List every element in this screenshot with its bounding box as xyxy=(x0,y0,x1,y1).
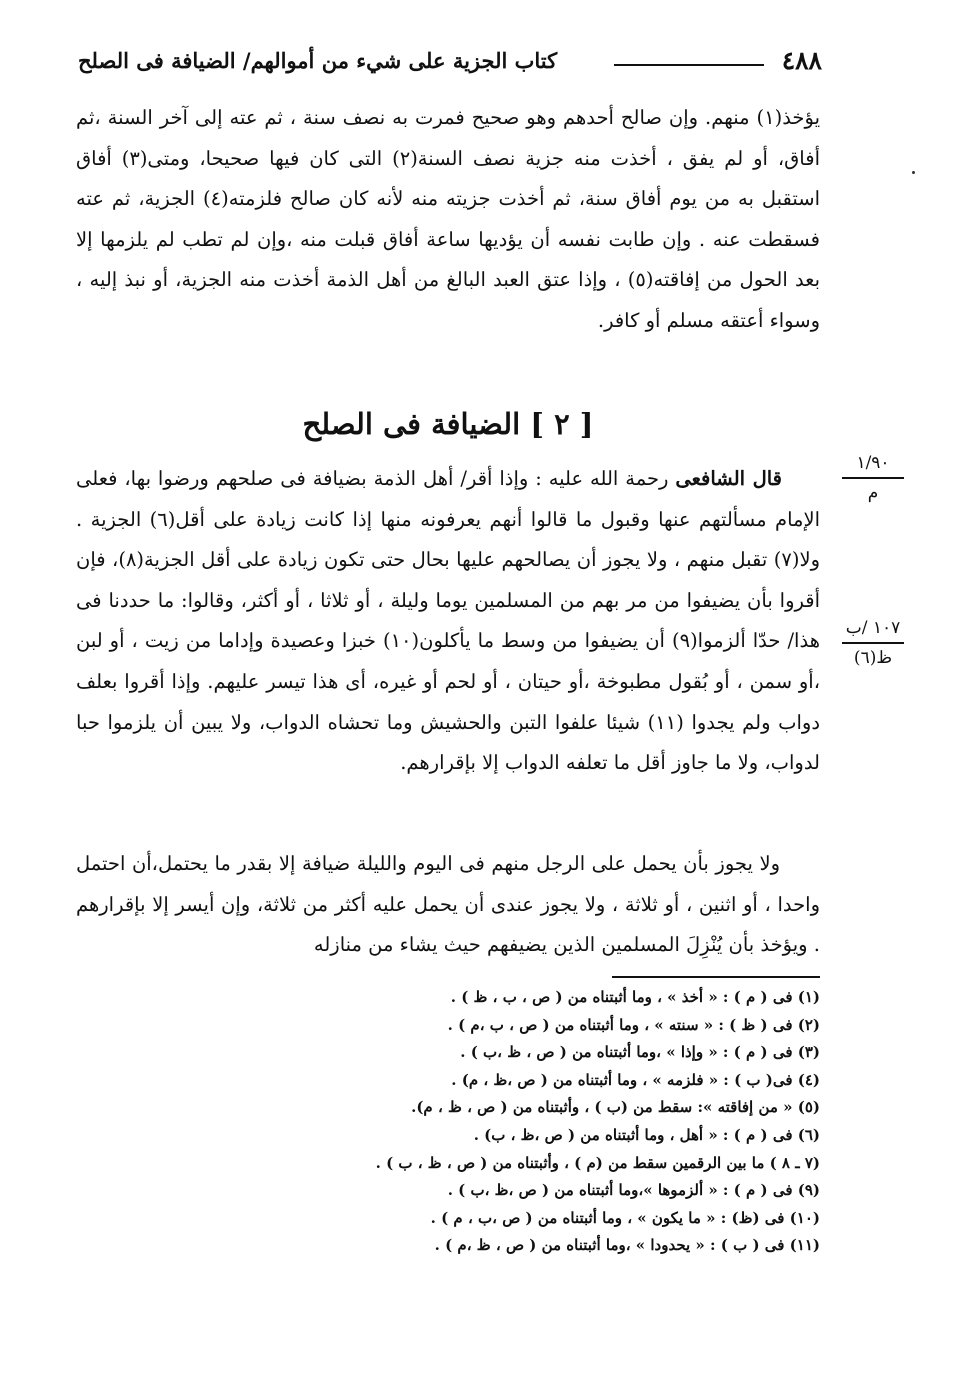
running-title: كتاب الجزية على شيء من أموالهم/ الضيافة فى الصلح xyxy=(78,48,558,73)
margin-note-2-bottom: ظ(٦) xyxy=(853,647,893,668)
page-number: ٤٨٨ xyxy=(781,46,822,75)
section-heading: [ ٢ ] الضيافة فى الصلح xyxy=(302,407,594,441)
paragraph-2 xyxy=(76,459,820,784)
footnote-item: (١) فى ( م ) : « أخذ » ، وما أثبتناه من ( ص ، ب ، ظ ) . xyxy=(450,988,820,1006)
footnote-item: (٣) فى ( م ) : « وإذا » ،وما أثبتناه من ( ص ، ظ ،ب ) . xyxy=(460,1043,820,1062)
paragraph-2-body xyxy=(76,459,820,784)
footnote-item: (١٠) فى (ظ) : « ما يكون » ، وما أثبتناه من ( ص ،ب ، م ) . xyxy=(430,1208,820,1227)
margin-note-2 xyxy=(838,617,908,669)
footnote-item: (٥) « من إفاقته »: سقط من (ب ) ، وأثبتناه من ( ص ، ظ ، م). xyxy=(411,1098,820,1117)
margin-note-2-top: ١٠٧ /ب xyxy=(845,618,901,638)
footnotes-list xyxy=(260,984,820,1260)
footnote-item: (٩) فى ( م ) : « ألزموها »،وما أثبتناه من ( ص ،ظ ،ب ) . xyxy=(447,1181,820,1200)
margin-note-1-top: ١/٩٠ xyxy=(856,453,890,473)
paragraph-3: ولا يجوز بأن يحمل على الرجل منهم فى اليوم والليلة ضيافة إلا بقدر ما يحتمل،أن احتمل واحدا ، أو اثنين ، أو ثلاثة ، ولا يجوز عندى أن يحمل عليه أكثر من ثلاثة، وإن أيسر إلا بإقرارهم . ويؤخذ بأن يُنْزِلَ المسلمين الذين يضيفهم حيث يشاء من منازله xyxy=(76,852,820,957)
header-rule xyxy=(614,64,764,66)
footnote-item: (١١) فى ( ب ) : « يحدودا » ،وما أثبتناه من ( ص ، ظ ،م ) . xyxy=(434,1236,820,1255)
margin-note-1-bottom: م xyxy=(867,482,879,503)
running-header xyxy=(78,44,822,84)
footnote-item: (٧ ـ ٨ ) ما بين الرقمين سقط من (م ) ، وأثبتناه من ( ص ، ظ ، ب ) . xyxy=(375,1153,820,1172)
margin-note-1 xyxy=(838,452,908,504)
paragraph-1 xyxy=(76,98,820,342)
footnote-item: (٢) فى ( ظ ) : « سنته » ، وما أثبتناه من ( ص ، ب ،م ) . xyxy=(447,1015,820,1034)
footnote-rule xyxy=(612,976,820,978)
paragraph-2-lead: قال الشافعى xyxy=(675,467,782,490)
footnote-item: (٤) فى( ب ) : « فلزمه » ، وما أثبتناه من ( ص ،ظ ، م) . xyxy=(451,1070,820,1089)
stray-mark xyxy=(912,171,915,174)
paragraph-2-text: رحمة الله عليه : وإذا أقر/ أهل الذمة بضيافة فى صلحهم ورضوا بها، فعلى الإمام مسألتهم عنها وقبول ما قالوا أنهم يعرفونه منها إذا كانت زيادة على أقل(٦) الجزية . ولا(٧) تقبل منهم ، ولا يجوز أن يصالحهم عليها بحال حتى تكون زيادة على أقل الجزية(٨)، فإن أقروا بأن يضيفوا من مر بهم من المسلمين يوما وليلة ، أو ثلاثا ، أو أكثر، وقالوا: ما حددنا فى هذا/ حدّا ألزموا(٩) أن يضيفوا من وسط ما يأكلون(١٠) خبزا وعصيدة وإداما من زيت ، أو لبن ،أو سمن ، أو بُقول مطبوخة ،أو حيتان ، أو لحم أو غيره، أى هذا تيسر عليهم. وإذا أقروا بعلف دواب ولم يجدوا (١١) شيئا علفوا التبن والحشيش وما تحشاه الدواب، ولا يبين أن يلزموا حبا لدواب، ولا ما جاوز أقل ما تعلفه الدواب إلا بإقرارهم. xyxy=(76,467,821,775)
paragraph-1-text: يؤخذ(١) منهم. وإن صالح أحدهم وهو صحيح فمرت به نصف سنة ، ثم عته إلى آخر السنة ،ثم أفاق، أو لم يفق ، أخذت منه جزية نصف السنة(٢) التى كان فيها صحيحا، ومتى(٣) أفاق استقبل به من يوم أفاق سنة، ثم أخذت جزيته منه لأنه كان صالح فلزمته(٤) الجزية، ثم عته فسقطت عنه . وإن طابت نفسه أن يؤديها ساعة أفاق قبلت منه ،وإن لم تطب لم يلزمها إلا بعد الحول من إفاقته(٥) ، وإذا عتق العبد البالغ من أهل الذمة أخذت منه الجزية، أو نبذ إليه ، وسواء أعتقه مسلم أو كافر. xyxy=(76,106,821,332)
footnote-item: (٦) فى ( م ) : « أهل ، وما أثبتناه من ( ص ،ظ ، ب) . xyxy=(473,1125,820,1144)
